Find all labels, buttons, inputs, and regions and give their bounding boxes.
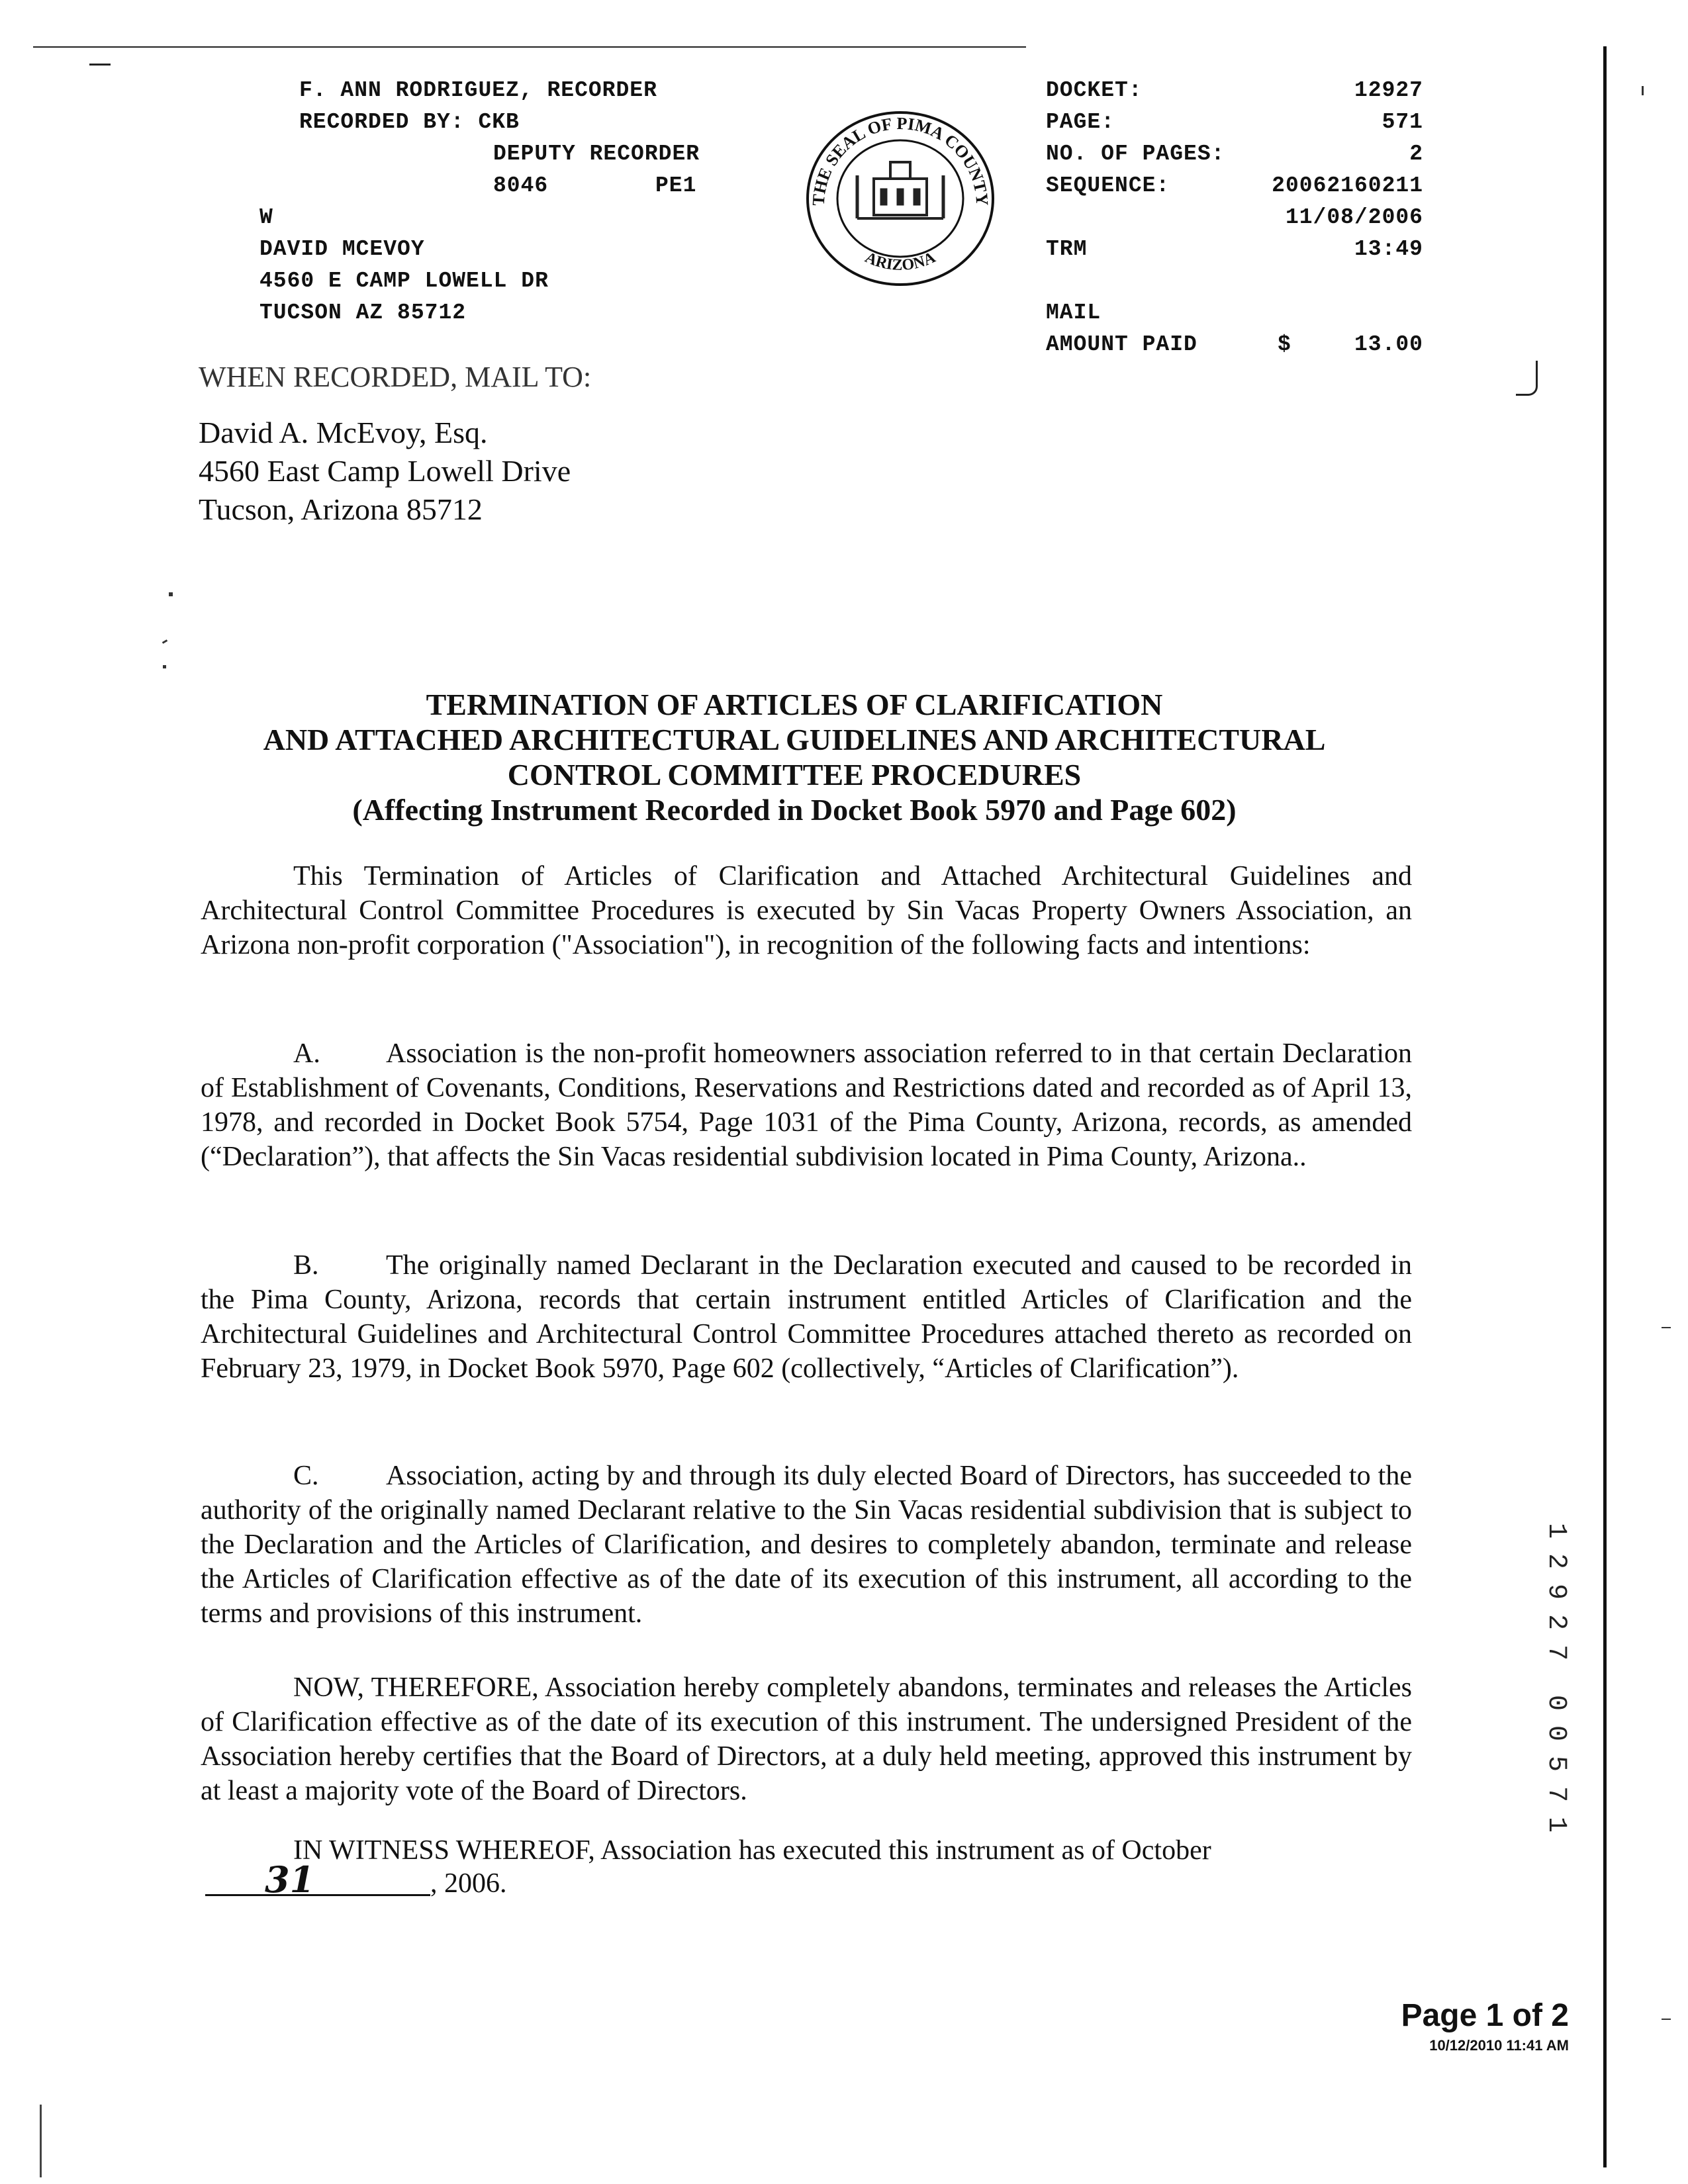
- margin-number-char: 0: [1541, 1725, 1571, 1741]
- svg-text:ARIZONA: [863, 249, 939, 274]
- title-line-1: TERMINATION OF ARTICLES OF CLARIFICATION: [426, 688, 1163, 721]
- sequence-label: SEQUENCE:: [1046, 173, 1170, 198]
- paragraph-b-label: B.: [293, 1250, 319, 1281]
- title-line-3: CONTROL COMMITTEE PROCEDURES: [507, 758, 1082, 792]
- scan-mark: [1516, 361, 1538, 396]
- margin-number-char: 9: [1541, 1583, 1571, 1600]
- recorder-suffix: PE1: [655, 173, 697, 198]
- date-blank-line: [205, 1894, 430, 1896]
- paragraph-b: [201, 1248, 1412, 1386]
- scan-mark: [1662, 1327, 1671, 1328]
- margin-number-char: 2: [1541, 1614, 1571, 1630]
- margin-recording-number: [1542, 1516, 1569, 1840]
- scan-mark: [1662, 2019, 1671, 2020]
- return-city: Tucson, Arizona 85712: [199, 492, 483, 526]
- margin-number-text: [1542, 1516, 1569, 1840]
- mailing-city: TUCSON AZ 85712: [259, 300, 467, 325]
- title-line-2: AND ATTACHED ARCHITECTURAL GUIDELINES AND ARCHITECTURAL: [263, 723, 1326, 756]
- paragraph-a-label: A.: [293, 1038, 320, 1069]
- paragraph-c: [201, 1459, 1412, 1631]
- seal-top-text: THE SEAL OF PIMA COUNTY: [808, 113, 992, 206]
- margin-number-char: 1: [1541, 1816, 1571, 1833]
- record-date: 11/08/2006: [1285, 205, 1423, 230]
- docket-label: DOCKET:: [1046, 78, 1143, 103]
- trm-label: TRM: [1046, 237, 1088, 261]
- witness-day-handwritten: 31: [265, 1858, 315, 1901]
- witness-year: , 2006.: [430, 1868, 507, 1899]
- sequence-value: 20062160211: [1272, 173, 1423, 198]
- return-heading-cutoff: [199, 361, 629, 393]
- now-therefore-paragraph: [201, 1670, 1412, 1808]
- witness-text: IN WITNESS WHEREOF, Association has executed this instrument as of October: [293, 1835, 1211, 1866]
- paragraph-b-text: The originally named Declarant in the Declaration executed and caused to be recorded in the Pima County, Arizona, records that certain instrument entitled Articles of Clarification and the Architectural Guidelines and Architectural Control Committee Procedures attached thereto as recorded on February 23, 1979, in Docket Book 5970, Page 602 (collectively, “Articles of Clarification”).: [201, 1250, 1412, 1384]
- scan-mark: [163, 665, 166, 668]
- margin-number-char: [1546, 1664, 1566, 1691]
- paragraph-a-text: Association is the non-profit homeowners association referred to in that certain Declaration of Establishment of Covenants, Conditions, Reservations and Restrictions dated and recorded as of April 13, 1978, and recorded in Docket Book 5754, Page 1031 of the Pima County, Arizona, records, as amended (“Declaration”), that affects the Sin Vacas residential subdivision located in Pima County, Arizona..: [201, 1038, 1412, 1172]
- mailing-name: DAVID MCEVOY: [259, 237, 425, 261]
- print-timestamp: 10/12/2010 11:41 AM: [1429, 2037, 1569, 2054]
- return-street: 4560 East Camp Lowell Drive: [199, 454, 571, 488]
- margin-number-char: 2: [1541, 1553, 1571, 1569]
- seal-bottom-text: ARIZONA: [862, 249, 939, 275]
- pages-value: 2: [1409, 142, 1423, 166]
- scan-mark: [162, 639, 167, 644]
- document-title: [132, 687, 1456, 827]
- now-therefore-text: NOW, THEREFORE, Association hereby completely abandons, terminates and releases the Articles of Clarification effective as of the date of its execution of this instrument. The undersigned President of the Association hereby certifies that the Board of Directors, at a duly held meeting, approved this instrument by at least a majority vote of the Board of Directors.: [201, 1672, 1412, 1806]
- recorder-name: F. ANN RODRIGUEZ, RECORDER: [299, 78, 657, 103]
- return-address: [199, 414, 571, 529]
- page-value: 571: [1382, 110, 1423, 134]
- intro-paragraph: [201, 859, 1412, 962]
- left-edge-bar: [40, 2105, 42, 2177]
- deputy-recorder: DEPUTY RECORDER: [493, 142, 700, 166]
- page-number: Page 1 of 2: [1401, 1998, 1569, 2033]
- amount-value: 13.00: [1354, 332, 1423, 357]
- paragraph-c-label: C.: [293, 1461, 319, 1491]
- page-label: PAGE:: [1046, 110, 1115, 134]
- record-time: 13:49: [1354, 237, 1423, 261]
- title-line-4: (Affecting Instrument Recorded in Docket Book 5970 and Page 602): [352, 793, 1237, 827]
- margin-number-char: 7: [1541, 1644, 1571, 1661]
- scan-mark: [89, 64, 111, 66]
- return-heading-text: WHEN RECORDED, MAIL TO:: [199, 361, 592, 393]
- margin-number-char: 5: [1541, 1755, 1571, 1772]
- witness-paragraph: [201, 1833, 1412, 1868]
- recorded-by: RECORDED BY: CKB: [299, 110, 520, 134]
- currency-symbol: $: [1278, 332, 1291, 357]
- mailing-street: 4560 E CAMP LOWELL DR: [259, 269, 549, 293]
- intro-text: This Termination of Articles of Clarification and Attached Architectural Guidelines and Architectural Control Committee Procedures is executed by Sin Vacas Property Owners Association, an Arizona non-profit corporation ("Association"), in recognition of the following facts and intentions:: [201, 861, 1412, 960]
- margin-number-char: 1: [1541, 1522, 1571, 1539]
- scan-mark: [169, 592, 173, 596]
- top-rule: [33, 46, 1026, 48]
- county-seal-icon: [794, 99, 1006, 298]
- recorder-w: W: [259, 205, 273, 230]
- mail-label: MAIL: [1046, 300, 1102, 325]
- recorder-code: 8046: [493, 173, 549, 198]
- scan-mark: [1642, 86, 1644, 95]
- margin-number-char: 0: [1541, 1694, 1571, 1711]
- paragraph-a: [201, 1036, 1412, 1174]
- paragraph-c-text: Association, acting by and through its duly elected Board of Directors, has succeeded to the authority of the originally named Declarant relative to the Sin Vacas residential subdivision that is subject to the Declaration and the Articles of Clarification, and desires to completely abandon, terminate and release the Articles of Clarification effective as of the date of its execution of this instrument, all according to the terms and provisions of this instrument.: [201, 1461, 1412, 1629]
- right-edge-bar: [1603, 46, 1607, 2167]
- return-name: David A. McEvoy, Esq.: [199, 416, 488, 449]
- amount-label: AMOUNT PAID: [1046, 332, 1197, 357]
- margin-number-char: 7: [1541, 1786, 1571, 1802]
- pages-label: NO. OF PAGES:: [1046, 142, 1225, 166]
- docket-value: 12927: [1354, 78, 1423, 103]
